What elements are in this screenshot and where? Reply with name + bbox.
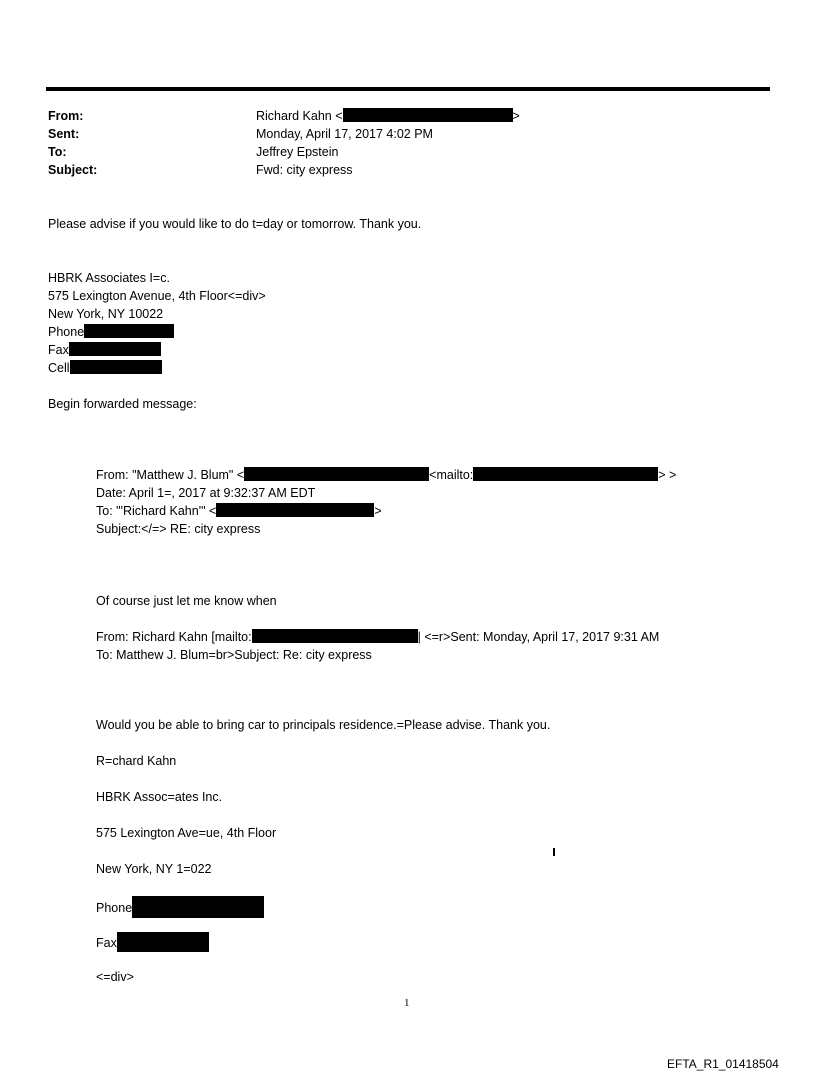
fwd-to2-line: To: Matthew J. Blum=br>Subject: Re: city express	[96, 648, 372, 662]
to-label: To:	[48, 145, 67, 159]
fwd-to-prefix: To: "'Richard Kahn'" <	[96, 504, 217, 518]
fwd-sig-phone	[96, 896, 264, 918]
to-value: Jeffrey Epstein	[256, 145, 339, 159]
fwd-to-suffix: >	[374, 504, 382, 518]
redaction-block	[84, 324, 174, 338]
fwd-from2-suffix: | <=r>Sent: Monday, April 17, 2017 9:31 AM	[417, 630, 660, 644]
sent-label: Sent:	[48, 127, 80, 141]
redaction-block	[132, 896, 264, 918]
signature-address: 575 Lexington Avenue, 4th Floor<=div>	[48, 289, 266, 303]
redaction-block	[117, 932, 209, 952]
signature-company: HBRK Associates I=c.	[48, 271, 170, 285]
signature-city: New York, NY 10022	[48, 307, 164, 321]
fwd-subject-line: Subject:</=> RE: city express	[96, 522, 261, 536]
fwd-from-suffix: > >	[658, 468, 677, 482]
from-value	[256, 107, 520, 125]
redaction-block	[252, 629, 418, 643]
redaction-block	[69, 342, 161, 356]
fwd-sig-fax	[96, 932, 209, 952]
signature-fax	[48, 341, 161, 359]
fwd-from2-prefix: From: Richard Kahn [mailto:	[96, 630, 252, 644]
text-cursor-mark	[553, 848, 555, 856]
fwd-from-line	[96, 466, 676, 484]
document-id: EFTA_R1_01418504	[667, 1057, 779, 1071]
header-rule	[46, 87, 770, 91]
redaction-block	[216, 503, 374, 517]
fwd-to-line	[96, 502, 382, 520]
fwd-from2-line	[96, 628, 659, 646]
fwd-mailto: <mailto:	[429, 468, 474, 482]
redaction-block	[473, 467, 658, 481]
from-close: >	[512, 109, 520, 123]
page-number: 1	[404, 997, 410, 1009]
from-name: Richard Kahn <	[256, 109, 343, 123]
redaction-block	[70, 360, 162, 374]
fwd-sig-address: 575 Lexington Ave=ue, 4th Floor	[96, 826, 277, 840]
from-label: From:	[48, 109, 84, 123]
forward-marker: Begin forwarded message:	[48, 397, 197, 411]
fwd-phone-label: Phone	[96, 901, 133, 915]
signature-phone	[48, 323, 174, 341]
fwd-sig-company: HBRK Assoc=ates Inc.	[96, 790, 223, 804]
sent-value: Monday, April 17, 2017 4:02 PM	[256, 127, 433, 141]
fax-label: Fax	[48, 343, 69, 357]
fwd-reply-text: Of course just let me know when	[96, 594, 277, 608]
subject-label: Subject:	[48, 163, 98, 177]
fwd-request-text: Would you be able to bring car to principals residence.=Please advise. Thank you.	[96, 718, 551, 732]
intro-text: Please advise if you would like to do t=day or tomorrow. Thank you.	[48, 217, 422, 231]
fwd-from-prefix: From: "Matthew J. Blum" <	[96, 468, 245, 482]
fwd-sig-div: <=div>	[96, 970, 134, 984]
redaction-block	[244, 467, 429, 481]
fwd-date-line: Date: April 1=, 2017 at 9:32:37 AM EDT	[96, 486, 316, 500]
cell-label: Cell	[48, 361, 70, 375]
fwd-sig-name: R=chard Kahn	[96, 754, 177, 768]
phone-label: Phone	[48, 325, 85, 339]
signature-cell	[48, 359, 162, 377]
fwd-sig-city: New York, NY 1=022	[96, 862, 212, 876]
subject-value: Fwd: city express	[256, 163, 353, 177]
fwd-fax-label: Fax	[96, 936, 117, 950]
redaction-block	[343, 108, 513, 122]
